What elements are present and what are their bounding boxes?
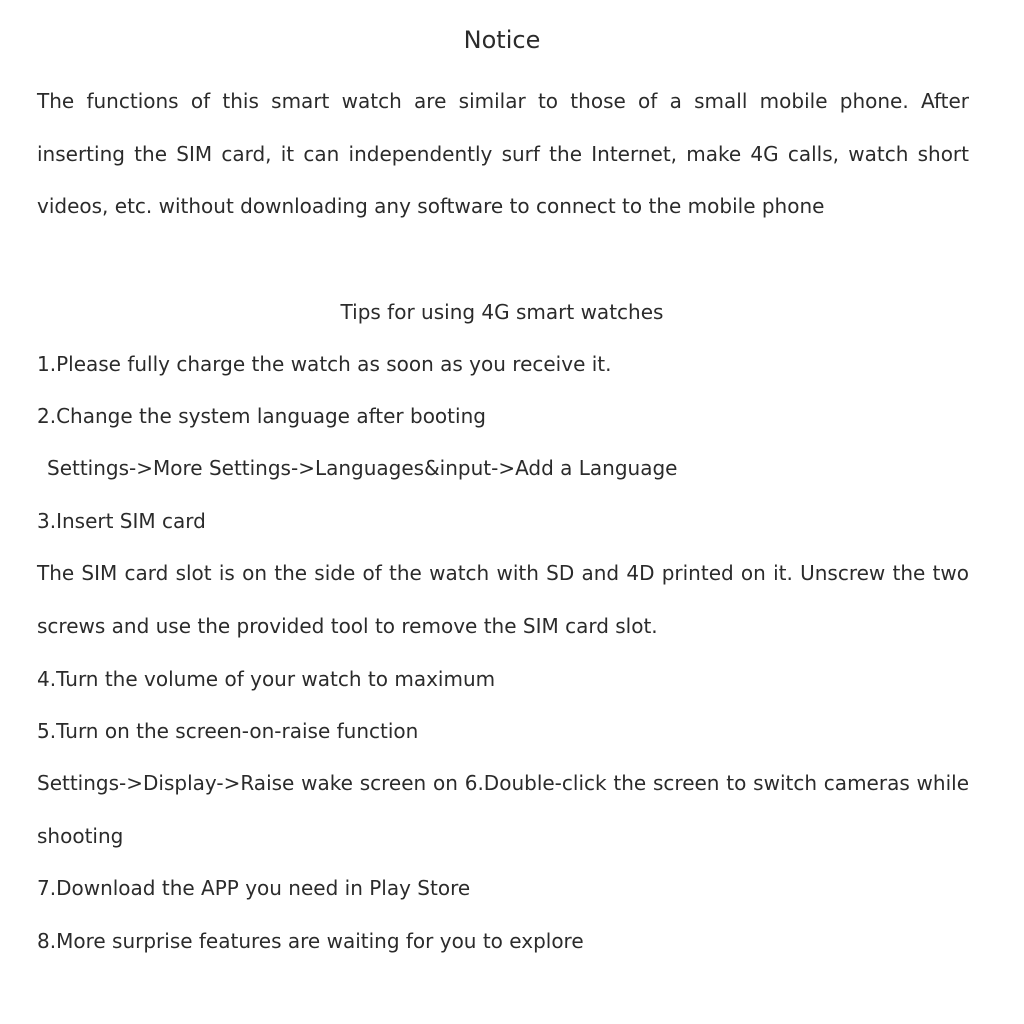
tip-step-2-path: Settings->More Settings->Languages&input->Add a Language: [47, 456, 678, 480]
tip-step-3-detail: The SIM card slot is on the side of the watch with SD and 4D printed on it. Unscrew the two screws and use the provided tool to remove the SIM card slot.: [37, 561, 969, 638]
tip-step-1: 1.Please fully charge the watch as soon as you receive it.: [37, 352, 612, 376]
tip-step-3: 3.Insert SIM card: [37, 509, 206, 533]
tip-step-2: 2.Change the system language after booting: [37, 404, 486, 428]
tip-step-7: 7.Download the APP you need in Play Store: [37, 876, 471, 900]
tips-title: Tips for using 4G smart watches: [340, 300, 664, 324]
tip-step-8: 8.More surprise features are waiting for you to explore: [37, 929, 584, 953]
notice-title: Notice: [463, 26, 541, 54]
notice-body: The functions of this smart watch are similar to those of a small mobile phone. After inserting the SIM card, it can independently surf the Internet, make 4G calls, watch short videos, etc. without downloading any software to connect to the mobile phone: [37, 89, 969, 218]
tip-step-4: 4.Turn the volume of your watch to maximum: [37, 667, 496, 691]
tip-step-5-path-and-step-6: Settings->Display->Raise wake screen on 6.Double-click the screen to switch cameras while shooting: [37, 771, 969, 848]
tip-step-5: 5.Turn on the screen-on-raise function: [37, 719, 419, 743]
